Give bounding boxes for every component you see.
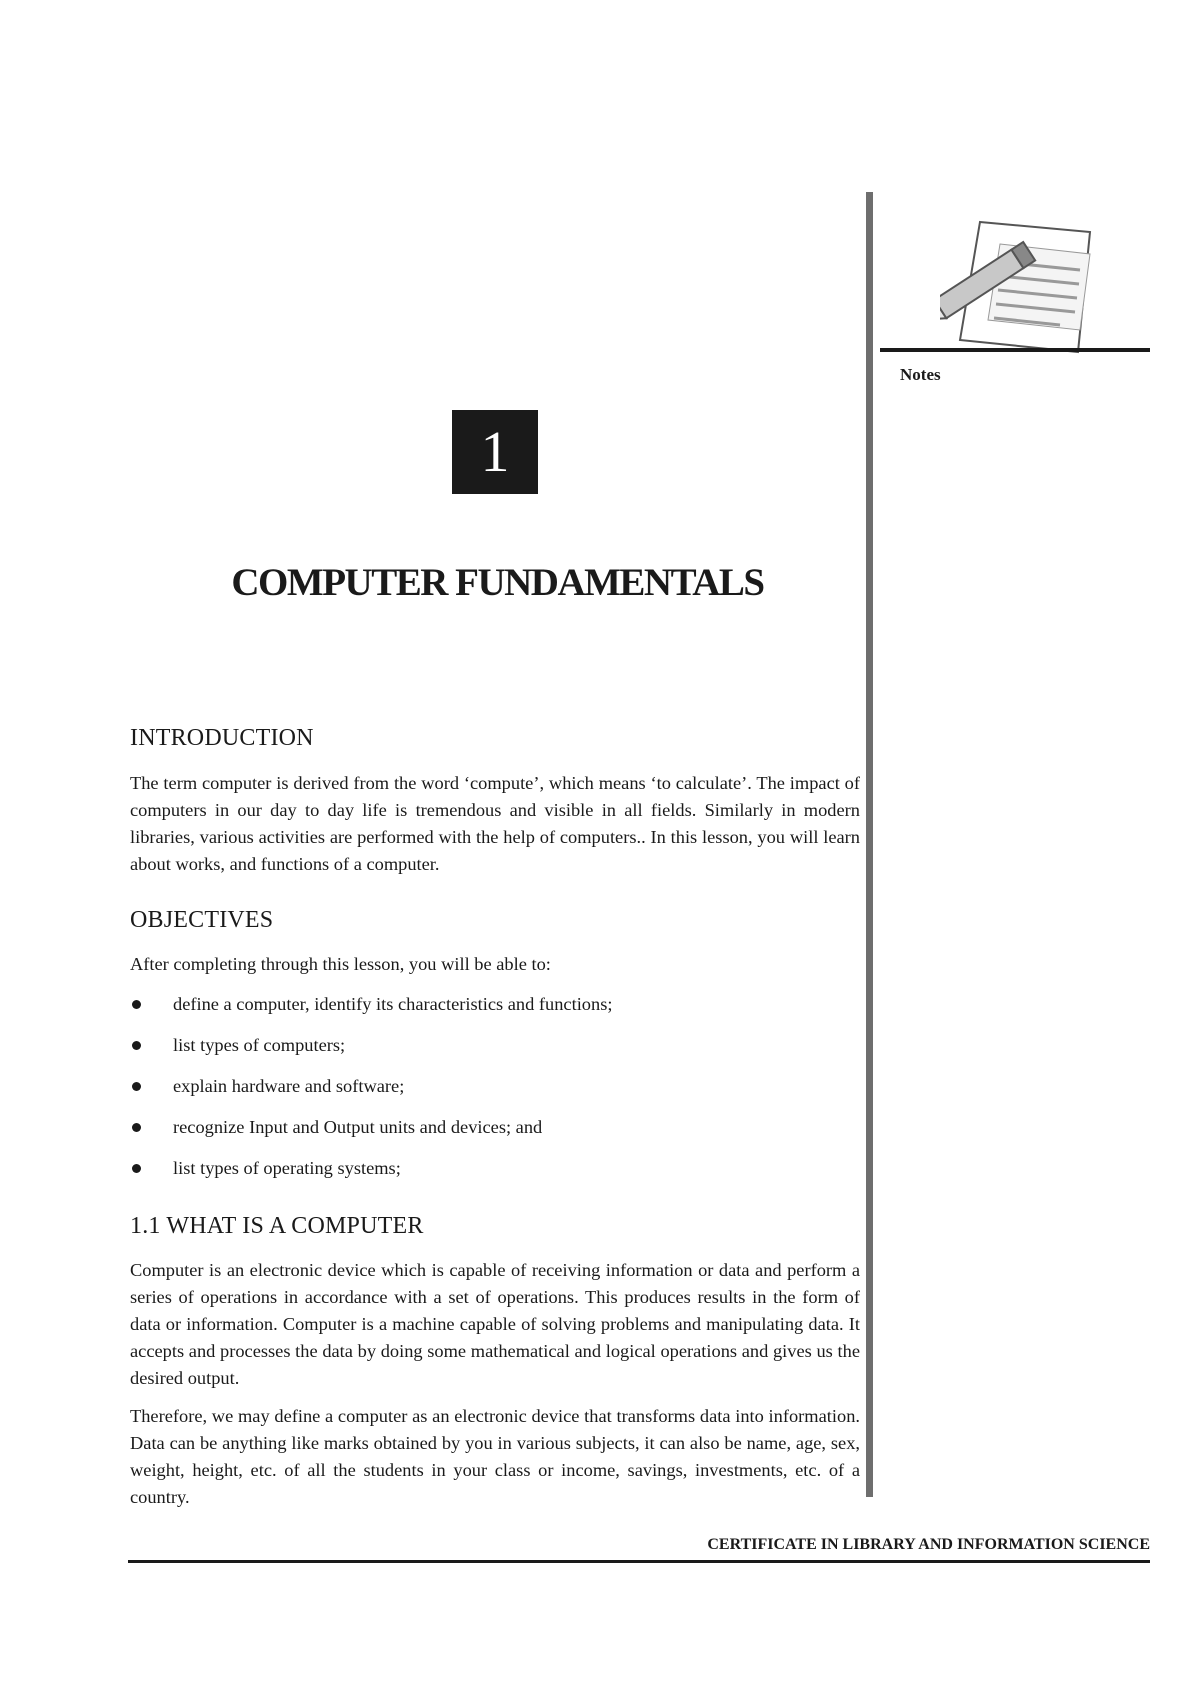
footer-course-label: CERTIFICATE IN LIBRARY AND INFORMATION SCIENCE: [707, 1536, 1150, 1553]
objective-item-text: recognize Input and Output units and devices; and: [173, 1117, 543, 1137]
objective-item-text: define a computer, identify its characteristics and functions;: [173, 994, 613, 1014]
bullet-icon: [132, 1041, 141, 1050]
introduction-heading: INTRODUCTION: [130, 725, 314, 751]
chapter-title: COMPUTER FUNDAMENTALS: [231, 561, 764, 604]
section-heading: 1.1 WHAT IS A COMPUTER: [130, 1213, 424, 1239]
bullet-icon: [132, 1082, 141, 1091]
objective-item: [130, 1154, 850, 1182]
objective-item: [130, 1113, 850, 1141]
chapter-number-badge: 1: [452, 410, 538, 494]
margin-divider: [866, 192, 873, 1497]
notes-label: Notes: [900, 365, 941, 384]
bullet-icon: [132, 1164, 141, 1173]
bullet-icon: [132, 1123, 141, 1132]
objective-item: [130, 990, 850, 1018]
objective-item-text: list types of operating systems;: [173, 1158, 401, 1178]
objectives-heading: OBJECTIVES: [130, 907, 274, 933]
section-paragraph: Computer is an electronic device which is capable of receiving information or data and perform a series of operations in accordance with a set of operations. This produces results in the form of data or information. Computer is a machine capable of solving problems and manipulating data. It accepts and processes the data by doing some mathematical and logical operations and gives us the desired output.: [130, 1260, 860, 1388]
bullet-icon: [132, 1000, 141, 1009]
objective-item: [130, 1031, 850, 1059]
footer-rule: [128, 1560, 1150, 1563]
objective-item-text: list types of computers;: [173, 1035, 346, 1055]
objective-item: [130, 1072, 850, 1100]
section-paragraph: Therefore, we may define a computer as an electronic device that transforms data into information. Data can be anything like marks obtained by you in various subjects, it can also be name, age, sex, weight, height, etc. of all the students in your class or income, savings, investments, etc. of a country.: [130, 1406, 860, 1507]
notes-rule: [880, 348, 1150, 352]
introduction-paragraph: The term computer is derived from the word ‘compute’, which means ‘to calculate’. The impact of computers in our day to day life is tremendous and visible in all fields. Similarly in modern libraries, various activities are performed with the help of computers.. In this lesson, you will learn about works, and functions of a computer.: [130, 773, 860, 874]
objective-item-text: explain hardware and software;: [173, 1076, 405, 1096]
notepad-pencil-icon: [940, 212, 1095, 360]
objectives-lead: After completing through this lesson, you will be able to:: [130, 954, 551, 974]
